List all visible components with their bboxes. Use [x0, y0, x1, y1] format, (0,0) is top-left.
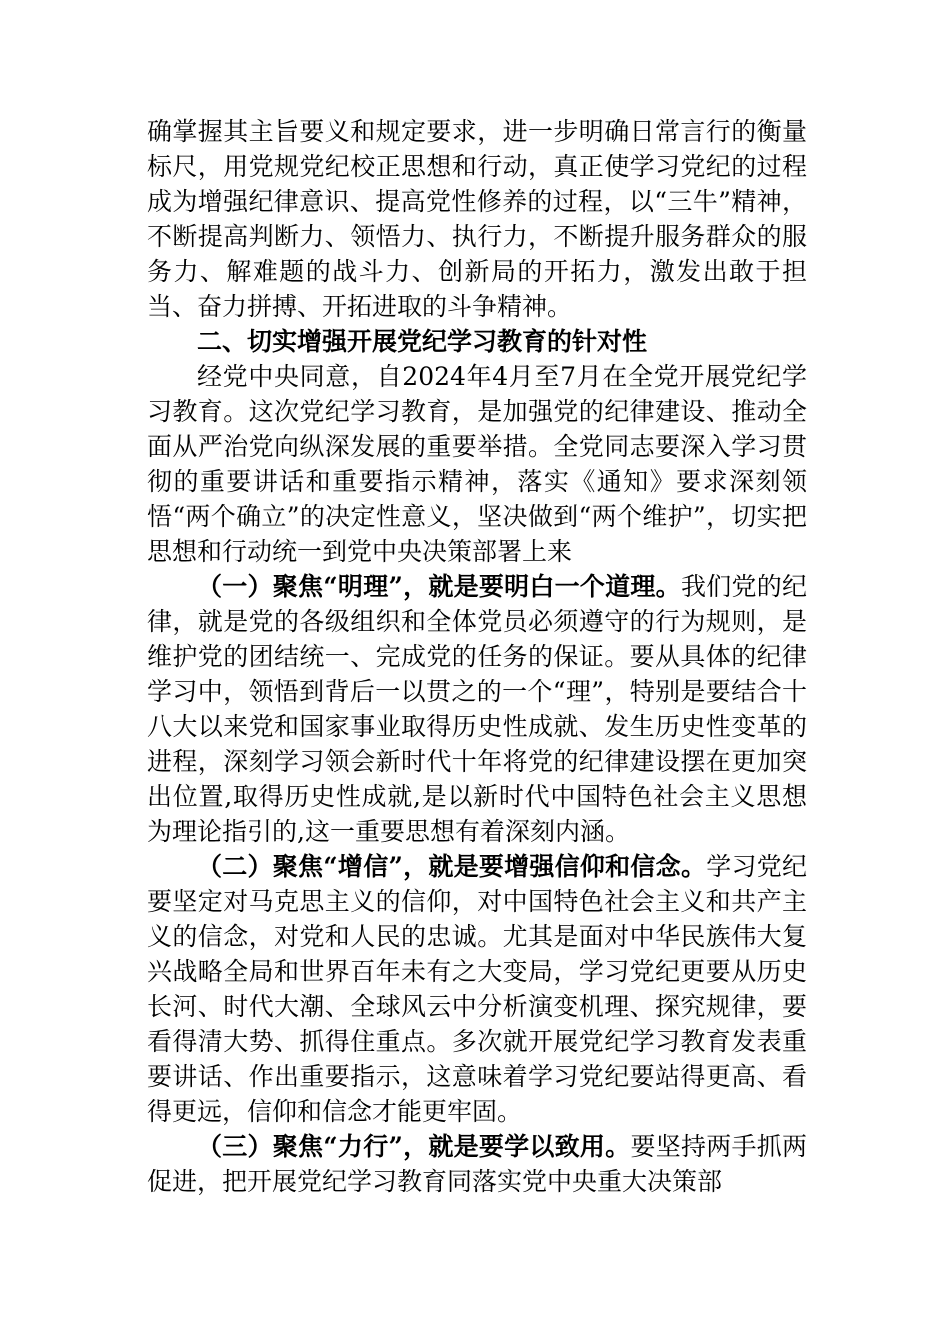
paragraph-point-2 [147, 849, 807, 1129]
point-1-body: 我们党的纪律，就是党的各级组织和全体党员必须遵守的行为规则，是维护党的团结统一、完成党的任务的保证。要从具体的纪律学习中，领悟到背后一以贯之的一个“理”，特别是要结合十八大以来党和国家事业取得历史性成就、发生历史性变革的进程，深刻学习领会新时代十年将党的纪律建设摆在更加突出位置,取得历史性成就,是以新时代中国特色社会主义思想为理论指引的,这一重要思想有着深刻内涵。 [147, 572, 807, 846]
point-3-lead: （三）聚焦“力行”，就是要学以致用。 [197, 1132, 631, 1161]
paragraph-section-intro: 经党中央同意，自2024年4月至7月在全党开展党纪学习教育。这次党纪学习教育，是加强党的纪律建设、推动全面从严治党向纵深发展的重要举措。全党同志要深入学习贯彻的重要讲话和重要指示精神，落实《通知》要求深刻领悟“两个确立”的决定性意义，坚决做到“两个维护”，切实把思想和行动统一到党中央决策部署上来 [147, 362, 807, 566]
paragraph-intro-continuation: 确掌握其主旨要义和规定要求，进一步明确日常言行的衡量标尺，用党规党纪校正思想和行动，真正使学习党纪的过程成为增强纪律意识、提高党性修养的过程，以“三牛”精神，不断提高判断力、领悟力、执行力，不断提升服务群众的服务力、解难题的战斗力、创新局的开拓力，激发出敢于担当、奋力拼搏、开拓进取的斗争精神。 [147, 117, 807, 321]
point-2-lead: （二）聚焦“增信”，就是要增强信仰和信念。 [197, 852, 707, 881]
point-3-body: 要坚持两手抓两促进，把开展党纪学习教育同落实党中央重大决策部 [147, 1132, 807, 1196]
paragraph-point-3 [147, 1129, 807, 1199]
document-page [147, 114, 807, 1199]
point-2-body: 学习党纪要坚定对马克思主义的信仰，对中国特色社会主义和共产主义的信念，对党和人民的忠诚。尤其是面对中华民族伟大复兴战略全局和世界百年未有之大变局，学习党纪更要从历史长河、时代大潮、全球风云中分析演变机理、探究规律，要看得清大势、抓得住重点。多次就开展党纪学习教育发表重要讲话、作出重要指示，这意味着学习党纪要站得更高、看得更远，信仰和信念才能更牢固。 [147, 852, 807, 1126]
point-1-lead: （一）聚焦“明理”，就是要明白一个道理。 [197, 572, 681, 601]
section-heading: 二、切实增强开展党纪学习教育的针对性 [197, 327, 648, 356]
paragraph-point-1 [147, 569, 807, 849]
